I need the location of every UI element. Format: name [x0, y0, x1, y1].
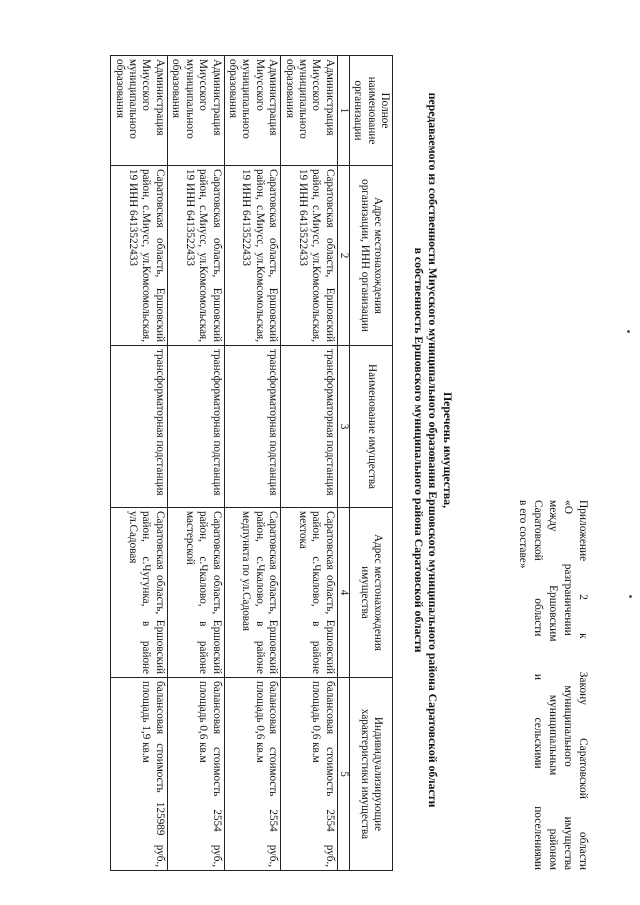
cell-property-name: трансформаторная подстанция [281, 346, 338, 508]
table-row [111, 56, 168, 871]
cell-property-address: Саратовская область, Ершовский район, с.Чкалово, в районе мехтока [281, 508, 338, 678]
cell-property-address: Саратовская область, Ершовский район, с.Чугунка, в районе ул.Садовая [111, 508, 168, 678]
appendix-line: «О разграничении муниципального имущества [562, 500, 574, 870]
title-line-2: передаваемого из собственности Миусского муниципального образования Ершовского муниципального района Саратовской области [426, 92, 441, 808]
cell-characteristics: балансовая стоимость 2554 руб., площадь 0,6 кв.м [224, 678, 281, 871]
title-line-1: Перечень имущества, [441, 391, 455, 509]
cell-org: Администрация Миусского муниципального образования [281, 56, 338, 166]
appendix-line: между Ершовским муниципальным районом [547, 500, 559, 870]
header-characteristics: Индивидуализирующие характеристики имущества [349, 678, 392, 871]
column-number: 1 [337, 56, 349, 166]
cell-property-name: трансформаторная подстанция [167, 346, 224, 508]
cell-org: Администрация Миусского муниципального образования [167, 56, 224, 166]
cell-org-address: Саратовская область, Ершовский район, с.Миусс, ул.Комсомольская, 19 ИНН 6413522433 [224, 166, 281, 346]
table-row [281, 56, 338, 871]
appendix-note [515, 500, 590, 870]
document-title [412, 30, 456, 870]
column-number: 4 [337, 508, 349, 678]
column-number: 2 [337, 166, 349, 346]
appendix-line: в его составе» [517, 500, 529, 569]
scan-speck [629, 595, 632, 598]
header-org-address: Адрес местонахождения организации, ИНН организации [349, 166, 392, 346]
cell-org-address: Саратовская область, Ершовский район, с.Миусс, ул.Комсомольская, 19 ИНН 6413522433 [167, 166, 224, 346]
document-page [40, 30, 600, 875]
table-row [224, 56, 281, 871]
cell-property-address: Саратовская область, Ершовский район, с.Чкалово, в районе медпункта по ул.Садовая [224, 508, 281, 678]
column-number-row [337, 56, 349, 871]
cell-org-address: Саратовская область, Ершовский район, с.Миусс, ул.Комсомольская, 19 ИНН 6413522433 [111, 166, 168, 346]
cell-property-name: трансформаторная подстанция [111, 346, 168, 508]
cell-org: Администрация Миусского муниципального образования [224, 56, 281, 166]
header-property-name: Наименование имущества [349, 346, 392, 508]
scan-speck [627, 330, 630, 333]
header-org-name: Полное наименование организации [349, 56, 392, 166]
table-row [167, 56, 224, 871]
title-line-3: в собственность Ершовского муниципального района Саратовской области [412, 247, 426, 653]
table-header-row [349, 56, 392, 871]
column-number: 3 [337, 346, 349, 508]
cell-property-address: Саратовская область, Ершовский район, с.Чкалово, в районе мастерской [167, 508, 224, 678]
cell-characteristics: балансовая стоимость 125989 руб., площадь 1,9 кв.м [111, 678, 168, 871]
header-property-address: Адрес местонахождения имущества [349, 508, 392, 678]
column-number: 5 [337, 678, 349, 871]
cell-org-address: Саратовская область, Ершовский район, с.Миусс, ул.Комсомольская, 19 ИНН 6413522433 [281, 166, 338, 346]
cell-property-name: трансформаторная подстанция [224, 346, 281, 508]
property-table [110, 55, 393, 871]
appendix-line: Саратовской области и сельскими поселениями [532, 500, 544, 870]
cell-characteristics: балансовая стоимость 2554 руб., площадь 0,6 кв.м [281, 678, 338, 871]
appendix-line: Приложение 2 к Закону Саратовской области [577, 500, 589, 870]
cell-characteristics: балансовая стоимость 2554 руб., площадь 0,6 кв.м [167, 678, 224, 871]
cell-org: Администрация Миусского муниципального образования [111, 56, 168, 166]
